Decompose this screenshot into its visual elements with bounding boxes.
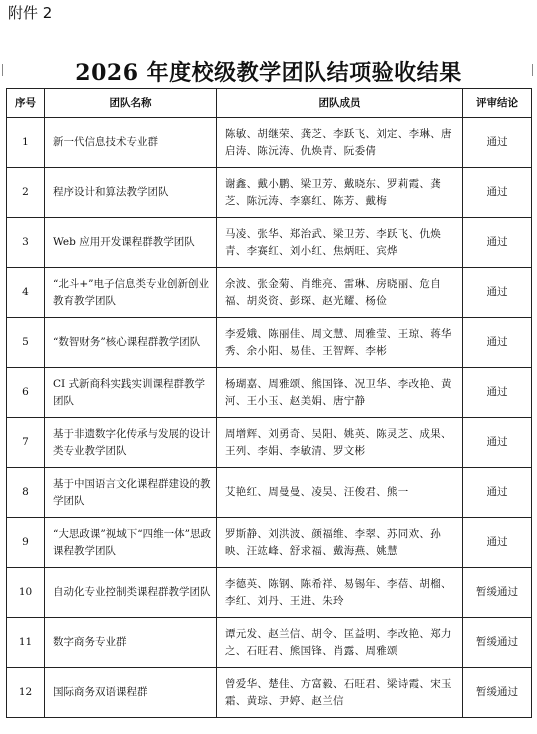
row-no: 9: [7, 518, 45, 568]
row-result: 暂缓通过: [463, 568, 532, 618]
row-no: 6: [7, 368, 45, 418]
row-team-name: “北斗+”电子信息类专业创新创业教育教学团队: [45, 268, 217, 318]
row-no: 8: [7, 468, 45, 518]
row-members: 谭元发、赵兰信、胡令、匡益明、李改艳、郑力之、石旺君、熊国锋、肖露、周雅颂: [217, 618, 463, 668]
table-row: [7, 318, 532, 368]
row-result: 暂缓通过: [463, 618, 532, 668]
row-members: 李爱娥、陈丽佳、周文慧、周雅莹、王琼、蒋华秀、余小阳、易佳、王智辉、李彬: [217, 318, 463, 368]
table-row: [7, 268, 532, 318]
row-team-name: 国际商务双语课程群: [45, 668, 217, 718]
header-team-name: 团队名称: [45, 89, 217, 118]
row-team-name: 基于中国语言文化课程群建设的教学团队: [45, 468, 217, 518]
results-table: [6, 88, 532, 718]
row-members: 谢鑫、戴小鹏、梁卫芳、戴晓东、罗莉霞、龚芝、陈沅涛、李寨红、陈芳、戴梅: [217, 168, 463, 218]
row-members: 艾艳红、周曼曼、凌昊、汪俊君、熊一: [217, 468, 463, 518]
row-result: 通过: [463, 518, 532, 568]
row-result: 通过: [463, 168, 532, 218]
row-team-name: 程序设计和算法教学团队: [45, 168, 217, 218]
row-members: 余波、张金菊、肖维亮、雷琳、房晓丽、危自福、胡炎资、彭琛、赵光耀、杨俭: [217, 268, 463, 318]
row-no: 5: [7, 318, 45, 368]
table-row: [7, 668, 532, 718]
table-row: [7, 168, 532, 218]
row-result: 通过: [463, 418, 532, 468]
table-row: [7, 568, 532, 618]
header-no: 序号: [7, 89, 45, 118]
row-team-name: “数智财务”核心课程群教学团队: [45, 318, 217, 368]
row-team-name: “大思政课”视域下“四维一体”思政课程教学团队: [45, 518, 217, 568]
table-row: [7, 218, 532, 268]
row-team-name: 数字商务专业群: [45, 618, 217, 668]
table-row: [7, 118, 532, 168]
table-row: [7, 518, 532, 568]
row-result: 通过: [463, 468, 532, 518]
row-team-name: 新一代信息技术专业群: [45, 118, 217, 168]
row-result: 通过: [463, 118, 532, 168]
row-no: 11: [7, 618, 45, 668]
row-result: 暂缓通过: [463, 668, 532, 718]
row-team-name: 自动化专业控制类课程群教学团队: [45, 568, 217, 618]
row-team-name: Web 应用开发课程群教学团队: [45, 218, 217, 268]
row-members: 马凌、张华、郑治武、梁卫芳、李跃飞、仇焕青、李赛红、刘小红、焦炳旺、宾烨: [217, 218, 463, 268]
row-members: 周增辉、刘勇奇、吴阳、姚英、陈灵芝、成果、王列、李娟、李敏清、罗文彬: [217, 418, 463, 468]
row-members: 杨瑚嘉、周雅颂、熊国锋、况卫华、李改艳、黄河、王小玉、赵美娟、唐宁静: [217, 368, 463, 418]
row-no: 10: [7, 568, 45, 618]
row-no: 4: [7, 268, 45, 318]
row-no: 3: [7, 218, 45, 268]
row-members: 陈敏、胡继荣、龚芝、李跃飞、刘定、李琳、唐启涛、陈沅涛、仇焕青、阮委倩: [217, 118, 463, 168]
row-result: 通过: [463, 368, 532, 418]
header-members: 团队成员: [217, 89, 463, 118]
table-header-row: [7, 89, 532, 118]
row-result: 通过: [463, 268, 532, 318]
annex-label: 附件 2: [8, 4, 53, 22]
row-team-name: 基于非遗数字化传承与发展的设计类专业教学团队: [45, 418, 217, 468]
row-result: 通过: [463, 318, 532, 368]
row-members: 李德英、陈钢、陈希祥、易锡年、李蓓、胡榴、李红、刘丹、王进、朱玲: [217, 568, 463, 618]
document-title: 2026 年度校级教学团队结项验收结果: [75, 60, 462, 86]
row-no: 2: [7, 168, 45, 218]
row-no: 12: [7, 668, 45, 718]
table-row: [7, 368, 532, 418]
row-result: 通过: [463, 218, 532, 268]
row-no: 7: [7, 418, 45, 468]
table-row: [7, 618, 532, 668]
row-members: 曾爱华、楚佳、方富毅、石旺君、梁诗霞、宋玉霜、黄琮、尹婷、赵兰信: [217, 668, 463, 718]
header-result: 评审结论: [463, 89, 532, 118]
table-row: [7, 468, 532, 518]
table-row: [7, 418, 532, 468]
row-team-name: CI 式新商科实践实训课程群教学团队: [45, 368, 217, 418]
row-no: 1: [7, 118, 45, 168]
row-members: 罗斯静、刘洪波、颜福维、李翠、苏同欢、孙映、汪竑峰、舒求福、戴海燕、姚慧: [217, 518, 463, 568]
